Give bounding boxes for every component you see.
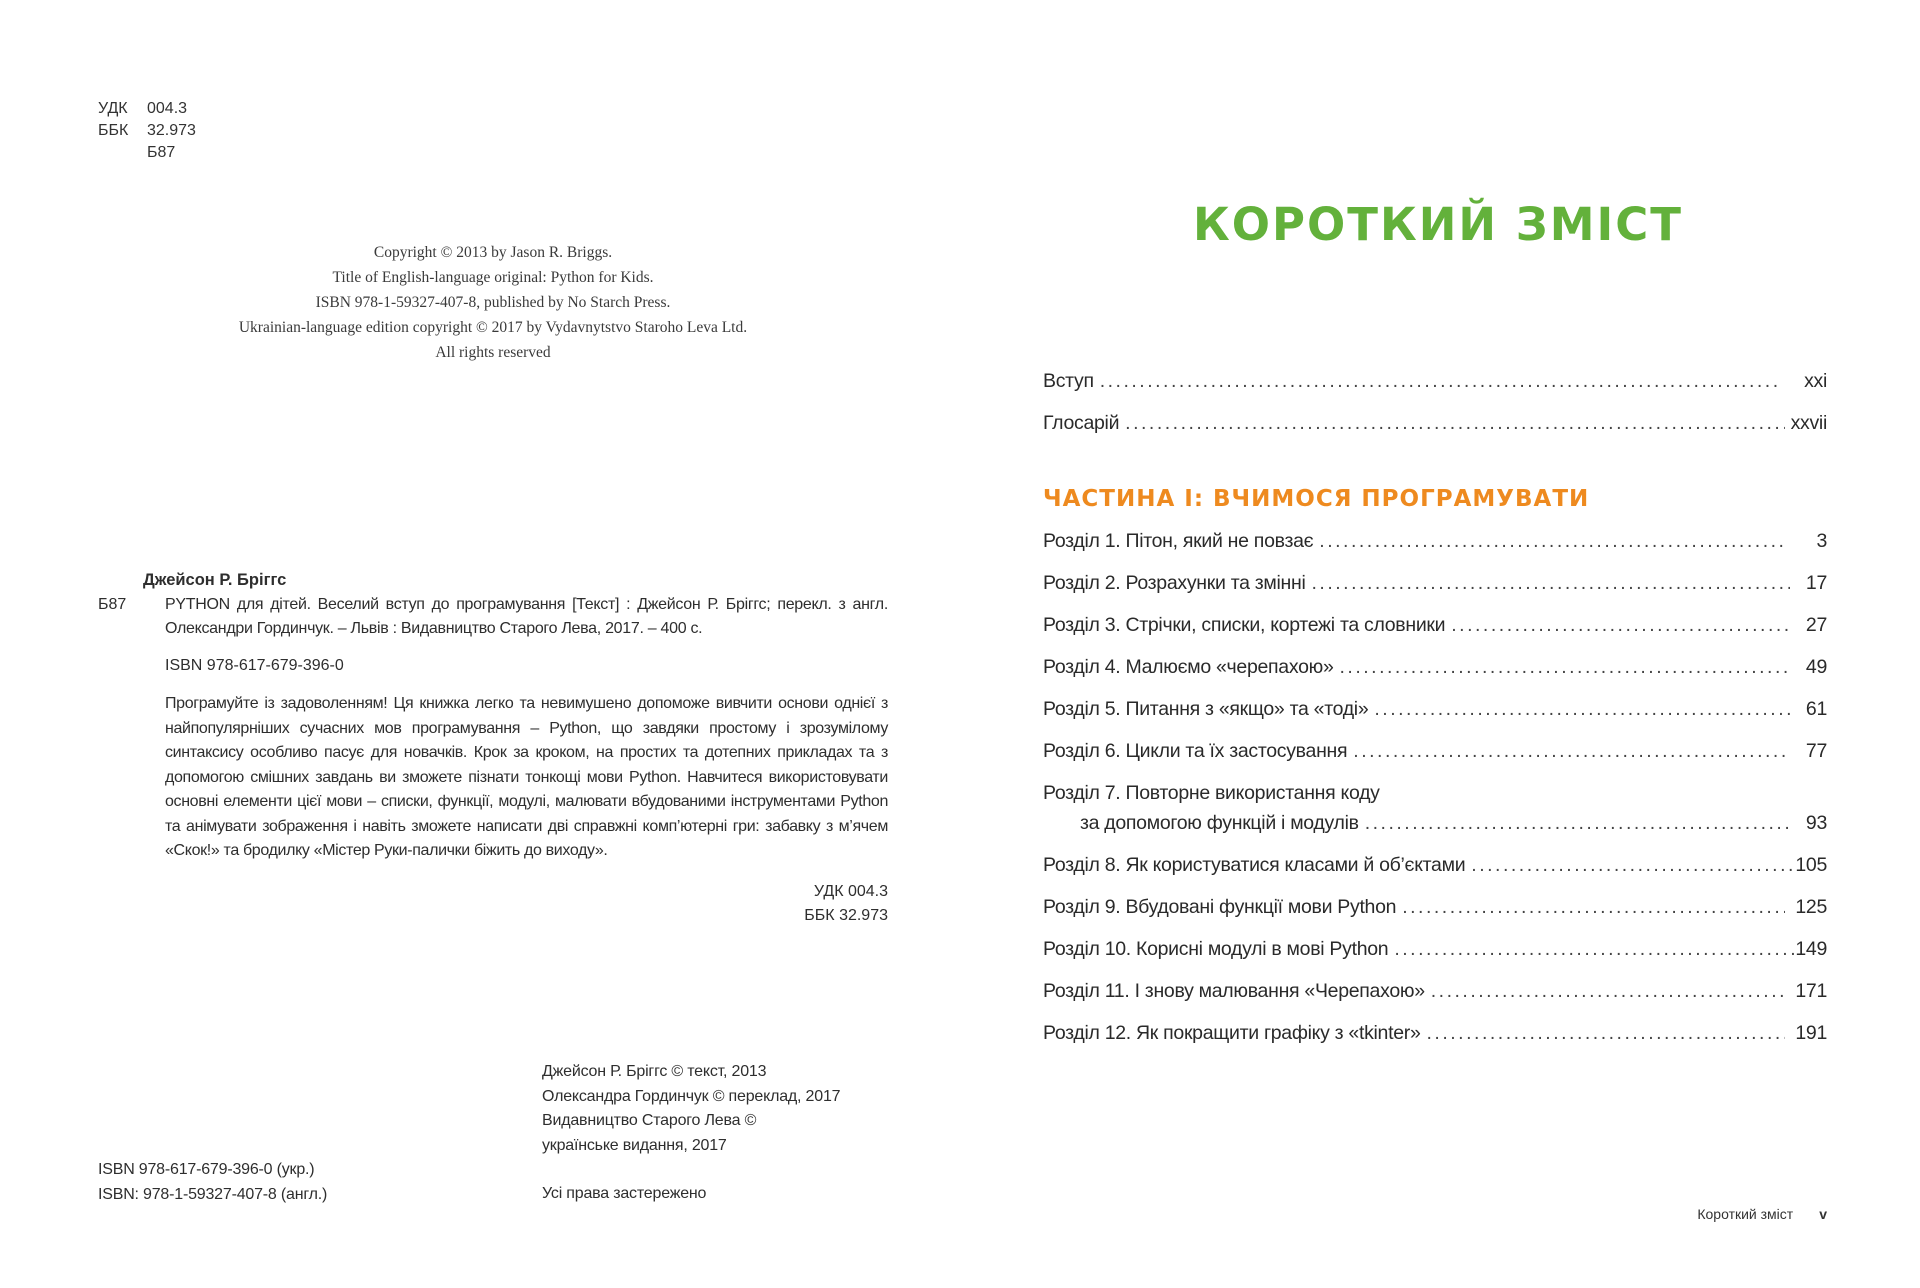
author-mark-row <box>98 142 196 164</box>
isbn-ukrainian: ISBN 978-617-679-396-0 (укр.) <box>98 1161 315 1178</box>
part-heading: ЧАСТИНА I: ВЧИМОСЯ ПРОГРАМУВАТИ <box>1043 486 1590 512</box>
classification-codes <box>98 98 196 164</box>
english-copyright-notice <box>193 240 793 365</box>
catalog-entry-text: PYTHON для дітей. Веселий вступ до програмування [Текст] : Джейсон Р. Бріггс; перекл. з англ. Олександри Гординчук. – Львів : Видавництво Старого Лева, 2017. – 400 с. <box>165 595 888 637</box>
dot-leader <box>1125 412 1784 435</box>
code-key <box>98 142 147 164</box>
annotation-text: Програмуйте із задоволенням! Ця книжка легко та невимушено допоможе вивчити основи однієї з найпопулярніших сучасних мов програмування – Python, що завдяки простому і зрозумілому синтаксису особливо пасує для новачків. Крок за кроком, на простих та дотепних прикладах та з допомогою смішних завдань ви зможете пізнати тонкощі мови Python. Навчитеся використовувати основні елементи цієї мови – списки, функції, модулі, малювати вбудованими інструментами Python та анімувати зображення і навіть зможете написати дві справжні комп’ютерні гри: забавку з м’ячем «Скок!» та бродилку «Містер Руки-палички біжить до виходу». <box>165 695 888 859</box>
dot-leader <box>1365 812 1790 835</box>
running-head: Короткий зміст <box>1697 1206 1794 1222</box>
copyright-line: Copyright © 2013 by Jason R. Briggs. <box>373 244 613 261</box>
toc-page-number: 61 <box>1805 698 1827 720</box>
dot-leader <box>1394 938 1795 961</box>
toc-label: Вступ <box>1043 370 1094 392</box>
code-key: ББК <box>98 122 129 139</box>
rights-reserved: Усі права застережено <box>542 1185 707 1202</box>
isbn-list <box>98 1158 327 1207</box>
copyright-line: Title of English-language original: Python for Kids. <box>332 269 654 286</box>
toc-page-number: 27 <box>1805 614 1827 636</box>
bbk-code: ББК 32.973 <box>804 907 888 924</box>
copyright-line: All rights reserved <box>435 344 551 361</box>
toc-entry-chapter-11[interactable] <box>1043 980 1827 1022</box>
dot-leader <box>1340 656 1790 679</box>
classification-footer <box>98 880 888 929</box>
ukrainian-rights <box>542 1060 840 1207</box>
copyright-line: Ukrainian-language edition copyright © 2017 by Vydavnytstvo Staroho Leva Ltd. <box>238 319 748 336</box>
isbn-english: ISBN: 978-1-59327-407-8 (англ.) <box>98 1185 328 1203</box>
toc-entry-chapter-5[interactable] <box>1043 698 1827 740</box>
toc-entry-chapter-1[interactable] <box>1043 530 1827 572</box>
toc-label: Розділ 11. І знову малювання «Черепахою» <box>1043 980 1425 1002</box>
page-number: v <box>1819 1206 1827 1222</box>
udk-code: УДК 004.3 <box>813 882 888 900</box>
rights-line: українське видання, 2017 <box>542 1136 727 1154</box>
toc-entry-chapter-6[interactable] <box>1043 740 1827 782</box>
dot-leader <box>1471 854 1795 877</box>
copyright-line: ISBN 978-1-59327-407-8, published by No Starch Press. <box>315 294 671 311</box>
toc-page-number: 191 <box>1795 1022 1827 1044</box>
toc-page-number: xxvii <box>1790 412 1827 434</box>
dot-leader <box>1374 698 1790 721</box>
dot-leader <box>1451 614 1790 637</box>
toc-entry-chapter-7[interactable] <box>1043 782 1827 854</box>
toc-page-number: 3 <box>1816 530 1827 552</box>
toc-label: Розділ 9. Вбудовані функції мови Python <box>1043 896 1397 918</box>
code-value: 004.3 <box>147 100 188 117</box>
toc-entry-intro[interactable] <box>1043 370 1827 412</box>
toc-label: Глосарій <box>1043 412 1120 434</box>
toc-label: за допомогою функцій і модулів <box>1080 812 1359 834</box>
toc-page-number: 49 <box>1805 656 1827 678</box>
toc-page-number: 125 <box>1795 896 1827 918</box>
udk-row <box>98 98 196 120</box>
toc-page-number: 17 <box>1805 572 1827 594</box>
code-value: 32.973 <box>147 122 196 139</box>
right-page <box>960 0 1920 1288</box>
author-name: Джейсон Р. Бріггс <box>143 571 287 589</box>
toc-label: Розділ 12. Як покращити графіку з «tkinter» <box>1043 1022 1421 1044</box>
bbk-row <box>98 120 196 142</box>
toc-entry-chapter-12[interactable] <box>1043 1022 1827 1064</box>
toc-label: Розділ 6. Цикли та їх застосування <box>1043 740 1348 762</box>
toc-entry-glossary[interactable] <box>1043 412 1827 454</box>
toc-page-number: 149 <box>1795 938 1827 960</box>
toc-label: Розділ 8. Як користуватися класами й об’єктами <box>1043 854 1466 876</box>
toc-label-continuation <box>1043 812 1827 854</box>
toc-page-number: 77 <box>1805 740 1827 762</box>
isbn: ISBN 978-617-679-396-0 <box>165 656 344 674</box>
dot-leader <box>1100 370 1778 393</box>
toc-label: Розділ 5. Питання з «якщо» та «тоді» <box>1043 698 1369 720</box>
dot-leader <box>1353 740 1790 763</box>
toc-page-number: 171 <box>1795 980 1827 1002</box>
rights-line: Джейсон Р. Бріггс © текст, 2013 <box>542 1063 767 1080</box>
toc-label: Розділ 10. Корисні модулі в мові Python <box>1043 938 1389 960</box>
toc-label: Розділ 7. Повторне використання коду <box>1043 782 1380 804</box>
dot-leader <box>1319 530 1786 553</box>
dot-leader <box>1427 1022 1786 1045</box>
toc-label: Розділ 2. Розрахунки та змінні <box>1043 572 1306 594</box>
code-value: Б87 <box>147 144 176 161</box>
toc-entry-chapter-3[interactable] <box>1043 614 1827 656</box>
toc-label: Розділ 3. Стрічки, списки, кортежі та словники <box>1043 614 1446 636</box>
toc-label: Розділ 1. Пітон, який не повзає <box>1043 530 1314 552</box>
rights-line: Олександра Гординчук © переклад, 2017 <box>542 1087 841 1105</box>
page-title: КОРОТКИЙ ЗМІСТ <box>1193 198 1683 251</box>
table-of-contents <box>1043 370 1827 1064</box>
toc-label: Розділ 4. Малюємо «черепахою» <box>1043 656 1334 678</box>
toc-page-number: 105 <box>1795 854 1827 876</box>
toc-page-number: 93 <box>1805 812 1827 834</box>
dot-leader <box>1402 896 1785 919</box>
toc-entry-chapter-9[interactable] <box>1043 896 1827 938</box>
toc-entry-chapter-2[interactable] <box>1043 572 1827 614</box>
page-footer <box>1697 1206 1827 1222</box>
author-mark: Б87 <box>98 595 127 613</box>
toc-page-number: xxi <box>1804 370 1827 392</box>
dot-leader <box>1431 980 1786 1003</box>
toc-entry-chapter-8[interactable] <box>1043 854 1827 896</box>
catalog-entry <box>98 593 888 642</box>
bibliographic-record <box>98 568 888 929</box>
dot-leader <box>1312 572 1790 595</box>
toc-entry-chapter-10[interactable] <box>1043 938 1827 980</box>
rights-line: Видавництво Старого Лева © <box>542 1112 757 1129</box>
code-key: УДК <box>98 100 128 117</box>
annotation <box>98 692 888 864</box>
toc-entry-chapter-4[interactable] <box>1043 656 1827 698</box>
